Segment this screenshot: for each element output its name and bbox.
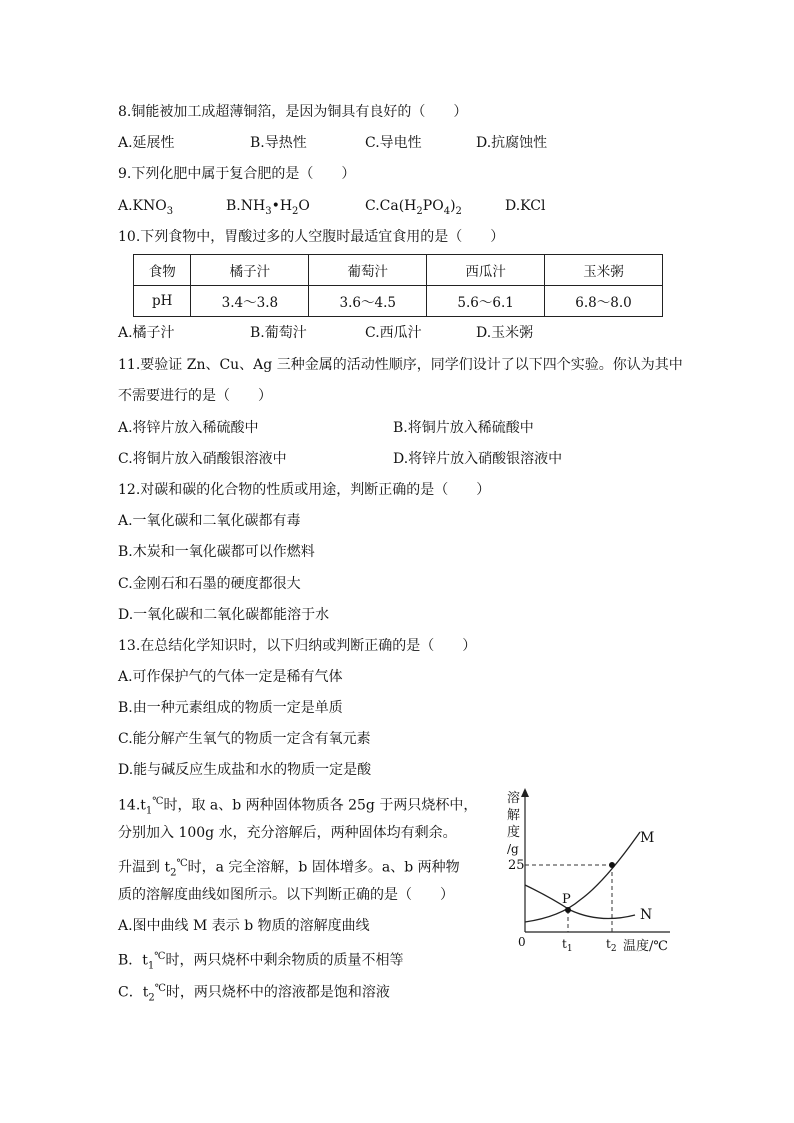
x-tick-t2: $t_2$ <box>606 937 617 954</box>
point-m-at-t2 <box>609 862 615 868</box>
q9-option-b: $B.NH_3•H_2O$ <box>226 198 310 217</box>
q13-option-a: A.可作保护气的气体一定是稀有气体 <box>118 669 343 685</box>
y-axis-label-4: /g <box>507 842 519 856</box>
table-cell: 葡萄汁 <box>309 255 427 286</box>
q14-stem-line4: 质的溶解度曲线如图所示。以下判断正确的是（ ） <box>118 887 454 903</box>
q11-stem-line2: 不需要进行的是（ ） <box>118 388 272 404</box>
q13-option-c: C.能分解产生氧气的物质一定含有氧元素 <box>118 731 371 747</box>
q11-option-a: A.将锌片放入稀硫酸中 <box>118 420 259 436</box>
q8-option-d: D.抗腐蚀性 <box>476 135 548 151</box>
x-axis-label: 温度/℃ <box>623 939 668 954</box>
curve-m <box>525 832 640 922</box>
ph-table-header-row <box>134 255 663 286</box>
q14-stem-line1: $14.t_1^℃$时，取 a、b 两种固体物质各 25g 于两只烧杯中， <box>118 796 478 817</box>
q11-option-d: D.将锌片放入硝酸银溶液中 <box>393 451 563 467</box>
q9-option-c: $C.Ca(H_2PO_4)_2$ <box>365 198 462 217</box>
q12-option-b: B.木炭和一氧化碳都可以作燃料 <box>118 544 315 560</box>
q10-stem: 10.下列食物中，胃酸过多的人空腹时最适宜食用的是（ ） <box>118 229 505 245</box>
y-axis-arrow-icon <box>521 788 529 797</box>
curve-n <box>525 885 635 919</box>
q14-option-a: A.图中曲线 M 表示 b 物质的溶解度曲线 <box>118 918 370 934</box>
q13-stem: 13.在总结化学知识时，以下归纳或判断正确的是（ ） <box>118 638 477 654</box>
solubility-graph <box>490 782 680 962</box>
table-cell: 食物 <box>134 255 191 286</box>
label-m: M <box>640 830 655 846</box>
q13-option-b: B.由一种元素组成的物质一定是单质 <box>118 700 343 716</box>
q10-option-a: A.橘子汁 <box>118 325 175 341</box>
label-n: N <box>640 907 653 923</box>
q14-stem-line3: 升温到 $t_2^℃$时，a 完全溶解，b 固体增多。a、b 两种物 <box>118 858 460 879</box>
y-axis-label-1: 溶 <box>507 791 521 806</box>
table-cell: 6.8～8.0 <box>545 286 663 317</box>
table-cell: pH <box>134 286 191 317</box>
q10-option-d: D.玉米粥 <box>476 325 534 341</box>
q12-option-c: C.金刚石和石墨的硬度都很大 <box>118 576 301 592</box>
origin-label: 0 <box>518 935 526 949</box>
table-cell: 西瓜汁 <box>427 255 545 286</box>
q11-option-b: B.将铜片放入稀硫酸中 <box>393 420 534 436</box>
q14-stem-line2: 分别加入 100g 水，充分溶解后，两种固体均有剩余。 <box>118 825 457 841</box>
q9-stem: 9.下列化肥中属于复合肥的是（ ） <box>118 166 356 182</box>
label-p: P <box>562 892 571 907</box>
q10-option-b: B.葡萄汁 <box>250 325 307 341</box>
y-axis-label-3: 度 <box>507 825 521 840</box>
q12-stem: 12.对碳和碳的化合物的性质或用途，判断正确的是（ ） <box>118 482 491 498</box>
q9-option-d: D.KCl <box>505 198 546 214</box>
q14-option-b: B．$t_1^℃$时，两只烧杯中剩余物质的质量不相等 <box>118 951 404 972</box>
q12-option-d: D.一氧化碳和二氧化碳都能溶于水 <box>118 607 330 623</box>
q8-option-a: A.延展性 <box>118 135 175 151</box>
y-axis-label-2: 解 <box>507 808 521 823</box>
ph-table <box>133 254 663 317</box>
q11-option-c: C.将铜片放入硝酸银溶液中 <box>118 451 287 467</box>
intersection-point-p <box>565 907 571 913</box>
y-tick-25: 25 <box>508 858 525 873</box>
ph-table-value-row <box>134 286 663 317</box>
q8-stem: 8.铜能被加工成超薄铜箔，是因为铜具有良好的（ ） <box>118 104 468 120</box>
q8-option-b: B.导热性 <box>250 135 307 151</box>
q11-stem-line1: 11.要验证 Zn、Cu、Ag 三种金属的活动性顺序，同学们设计了以下四个实验。你认为其中 <box>118 357 683 373</box>
table-cell: 5.6～6.1 <box>427 286 545 317</box>
q12-option-a: A.一氧化碳和二氧化碳都有毒 <box>118 513 301 529</box>
x-tick-t1: $t_1$ <box>562 937 573 954</box>
q9-option-a: $A.KNO_3$ <box>118 198 174 217</box>
table-cell: 玉米粥 <box>545 255 663 286</box>
q8-option-c: C.导电性 <box>365 135 422 151</box>
q14-option-c: C．$t_2^℃$时，两只烧杯中的溶液都是饱和溶液 <box>118 983 390 1004</box>
q13-option-d: D.能与碱反应生成盐和水的物质一定是酸 <box>118 762 372 778</box>
table-cell: 3.4～3.8 <box>191 286 309 317</box>
q10-option-c: C.西瓜汁 <box>365 325 422 341</box>
table-cell: 3.6～4.5 <box>309 286 427 317</box>
table-cell: 橘子汁 <box>191 255 309 286</box>
